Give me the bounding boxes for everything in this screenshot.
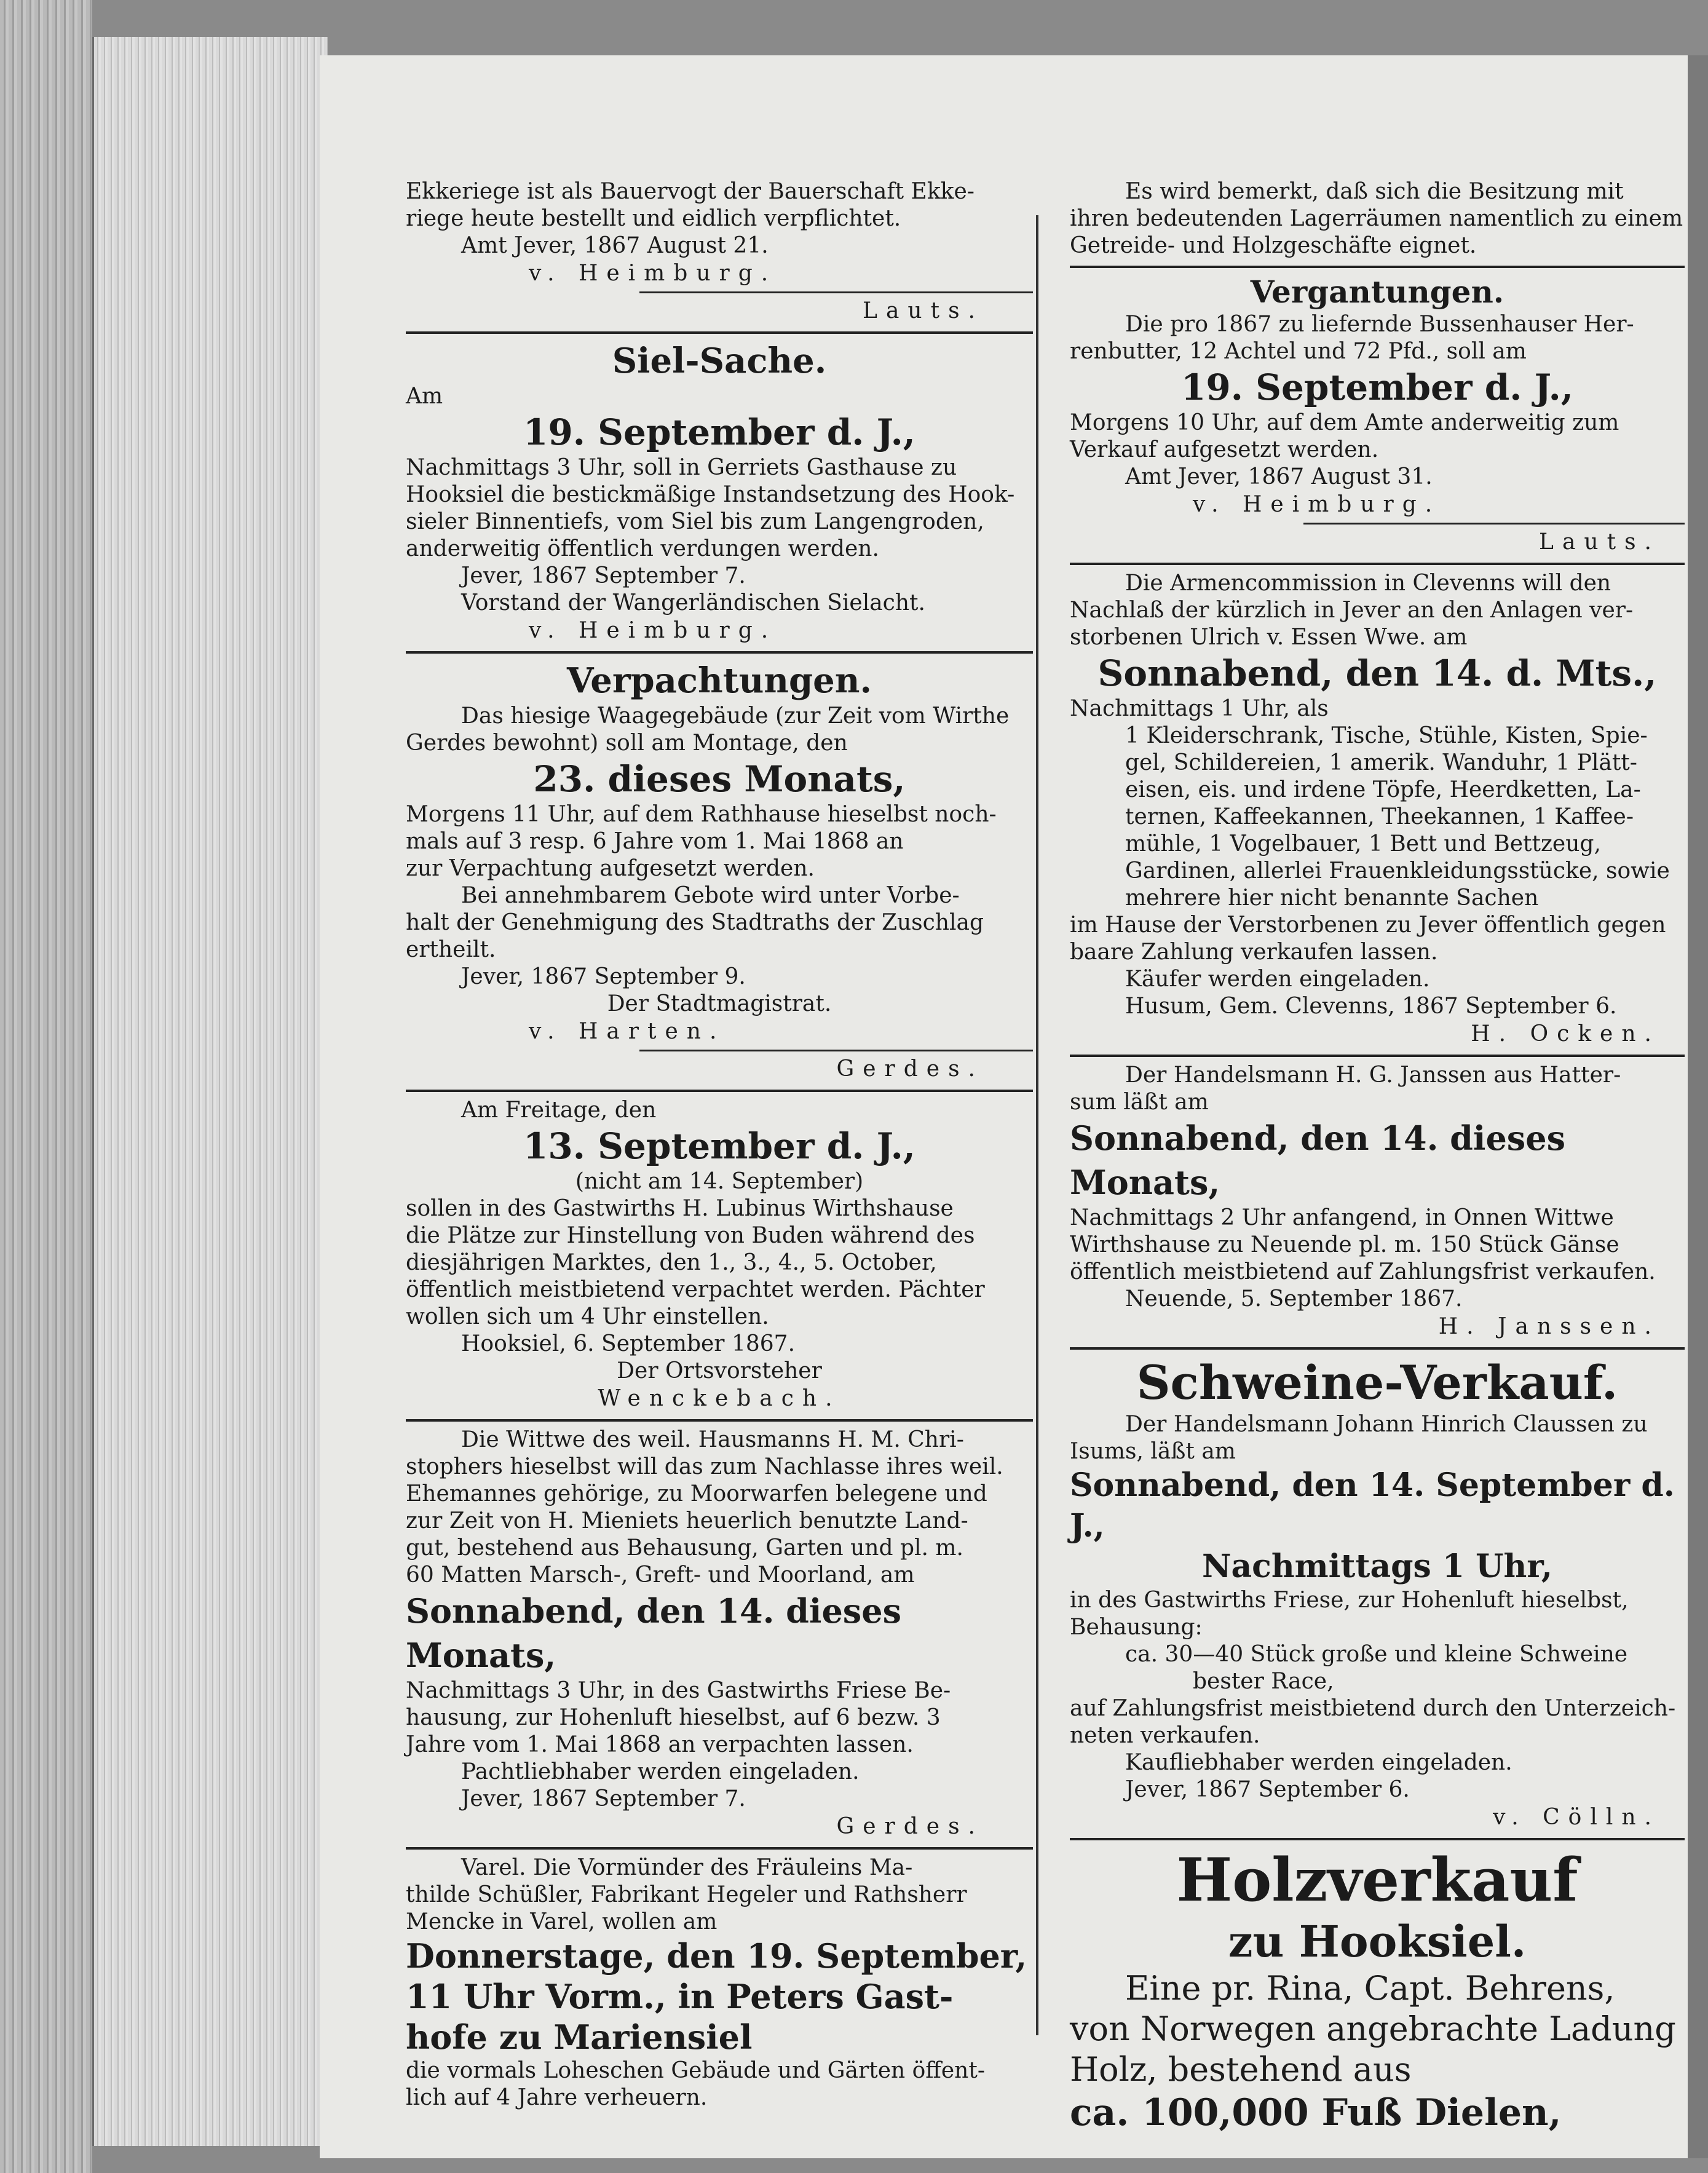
place-date: Jever, 1867 September 7. [461, 563, 746, 588]
text-line: im Hause der Verstorbenen zu Jever öffentlich gegen [1070, 912, 1666, 938]
text-line: gut, bestehend aus Behausung, Garten und pl. m. [406, 1535, 963, 1561]
text-line: diesjährigen Marktes, den 1., 3., 4., 5. October, [406, 1250, 937, 1275]
newspaper-page [320, 55, 1688, 2158]
text-line: stophers hieselbst will das zum Nachlasse ihres weil. [406, 1454, 1003, 1479]
date-heading: 13. September d. J., [523, 1125, 915, 1167]
text-line: Nachmittags 3 Uhr, in des Gastwirths Friese Be- [406, 1678, 951, 1703]
organization: Vorstand der Wangerländischen Sielacht. [461, 590, 925, 615]
place-date: Hooksiel, 6. September 1867. [461, 1331, 796, 1356]
text-line: Verkauf aufgesetzt werden. [1070, 437, 1379, 462]
text-line: Morgens 11 Uhr, auf dem Rathhause hieselbst noch- [406, 802, 997, 827]
text-line: die vormals Loheschen Gebäude und Gärten öffent- [406, 2058, 985, 2083]
section-rule [1070, 1055, 1685, 1057]
text-line: Das hiesige Waagegebäude (zur Zeit vom Wirthe [461, 703, 1010, 729]
signature: Lauts. [1539, 529, 1660, 555]
date-heading: Sonnabend, den 14. dieses Monats, [406, 1591, 901, 1675]
section-heading: Holzverkauf [1176, 1845, 1578, 1915]
date-heading: Sonnabend, den 14. September d. J., [1070, 1466, 1675, 1545]
text-line: Ehemannes gehörige, zu Moorwarfen belegene und [406, 1481, 987, 1506]
text-line: Bei annehmbarem Gebote wird unter Vorbe- [461, 883, 960, 908]
text-line: Nachmittags 3 Uhr, soll in Gerriets Gasthause zu [406, 455, 957, 480]
page-stack [92, 37, 328, 2146]
text-line: baare Zahlung verkaufen lassen. [1070, 940, 1438, 965]
text-line: halt der Genehmigung des Stadtraths der Zuschlag [406, 910, 984, 935]
date-heading: Sonnabend, den 14. d. Mts., [1097, 652, 1657, 694]
section-rule [406, 651, 1033, 654]
notice-janssen [1070, 1062, 1685, 1341]
text-line: anderweitig öffentlich verdungen werden. [406, 536, 879, 561]
text-line: Getreide- und Holzgeschäfte eignet. [1070, 233, 1477, 258]
notice-vergantungen [1070, 273, 1685, 556]
text-line: Eine pr. Rina, Capt. Behrens, [1125, 1969, 1615, 2008]
text-line: Nachmittags 2 Uhr anfangend, in Onnen Wittwe [1070, 1205, 1614, 1230]
text-line: Der Handelsmann H. G. Janssen aus Hatter- [1125, 1063, 1621, 1088]
text-line: storbenen Ulrich v. Essen Wwe. am [1070, 625, 1468, 650]
text-line: wollen sich um 4 Uhr einstellen. [406, 1304, 769, 1329]
notice-armencommission [1070, 570, 1685, 1048]
signature: H. Janssen. [1438, 1314, 1660, 1339]
text-line: mals auf 3 resp. 6 Jahre vom 1. Mai 1868 an [406, 829, 904, 854]
quantity-heading: ca. 100,000 Fuß Dielen, [1070, 2091, 1562, 2134]
invitation: Kaufliebhaber werden eingeladen. [1125, 1750, 1512, 1775]
text-line: lich auf 4 Jahre verheuern. [406, 2085, 708, 2110]
text-line: zur Verpachtung aufgesetzt werden. [406, 856, 815, 881]
signature-rule [639, 291, 1033, 293]
text-line: neten verkaufen. [1070, 1723, 1260, 1748]
text-line: Behausung: [1070, 1615, 1203, 1640]
organization: Der Ortsvorsteher [617, 1358, 822, 1383]
section-heading: Verpachtungen. [567, 660, 872, 701]
notice-bemerkt [1070, 178, 1685, 259]
text-line: Isums, läßt am [1070, 1439, 1236, 1464]
left-column [406, 178, 1033, 2112]
section-rule [406, 1847, 1033, 1850]
list-item: 1 Kleiderschrank, Tische, Stühle, Kisten, Spie- [1125, 723, 1648, 748]
signature-rule [639, 1050, 1033, 1051]
text-line: Es wird bemerkt, daß sich die Besitzung mit [1125, 179, 1624, 204]
notice-freitag [406, 1097, 1033, 1413]
text-line: 60 Matten Marsch-, Greft- und Moorland, am [406, 1562, 915, 1588]
signature: v. Heimburg. [529, 618, 777, 643]
text-line: Wirthshause zu Neuende pl. m. 150 Stück Gänse [1070, 1232, 1619, 1257]
text-line: Die Armencommission in Clevenns will den [1125, 571, 1611, 596]
section-heading: Vergantungen. [1250, 274, 1504, 310]
list-item: Gardinen, allerlei Frauenkleidungsstücke, sowie [1125, 858, 1670, 884]
text-line: in des Gastwirths Friese, zur Hohenluft hieselbst, [1070, 1588, 1629, 1613]
text-line: sieler Binnentiefs, vom Siel bis zum Langengroden, [406, 509, 984, 534]
text-line: Nachlaß der kürzlich in Jever an den Anlagen ver- [1070, 598, 1634, 623]
text-line: Ekkeriege ist als Bauervogt der Bauerschaft Ekke- [406, 179, 975, 204]
text-line: von Norwegen angebrachte Ladung [1070, 2009, 1676, 2048]
column-divider [1036, 215, 1038, 2035]
signature: v. Cölln. [1493, 1805, 1660, 1830]
book-edge [0, 0, 92, 2173]
text-line: Morgens 10 Uhr, auf dem Amte anderweitig zum [1070, 410, 1619, 435]
text-line: Die pro 1867 zu liefernde Bussenhauser Her- [1125, 312, 1634, 337]
text-line: Am [406, 384, 443, 409]
signature: Gerdes. [836, 1056, 984, 1082]
text-line: auf Zahlungsfrist meistbietend durch den Unterzeich- [1070, 1696, 1676, 1721]
section-rule [406, 331, 1033, 334]
date-heading: 19. September d. J., [1181, 366, 1573, 408]
section-rule [1070, 1838, 1685, 1840]
list-item: mühle, 1 Vogelbauer, 1 Bett und Bettzeug, [1125, 831, 1601, 857]
invitation: Pachtliebhaber werden eingeladen. [461, 1759, 860, 1784]
text-line: ertheilt. [406, 937, 496, 962]
notice-verpachtungen [406, 659, 1033, 1083]
place-date: Jever, 1867 September 7. [461, 1786, 746, 1811]
list-item: mehrere hier nicht benannte Sachen [1125, 885, 1539, 911]
text-line: Die Wittwe des weil. Hausmanns H. M. Chri- [461, 1427, 964, 1452]
place-date: Neuende, 5. September 1867. [1125, 1286, 1463, 1312]
text-line: (nicht am 14. September) [575, 1169, 864, 1194]
text-line: Holz, bestehend aus [1070, 2050, 1412, 2089]
notice-wittwe [406, 1427, 1033, 1841]
date-heading: 11 Uhr Vorm., in Peters Gast- [406, 1977, 954, 2016]
text-line: riege heute bestellt und eidlich verpflichtet. [406, 206, 901, 231]
signature: Lauts. [863, 298, 984, 323]
organization: Der Stadtmagistrat. [607, 991, 832, 1016]
text-line: Nachmittags 1 Uhr, als [1070, 696, 1329, 721]
text-line: Varel. Die Vormünder des Fräuleins Ma- [461, 1855, 913, 1880]
date-heading: Donnerstage, den 19. September, [406, 1936, 1027, 1976]
text-line: thilde Schüßler, Fabrikant Hegeler und Rathsherr [406, 1882, 967, 1907]
place-date: Jever, 1867 September 6. [1125, 1777, 1410, 1802]
date-heading: Nachmittags 1 Uhr, [1201, 1548, 1553, 1585]
notice-siel [406, 339, 1033, 645]
list-item: ternen, Kaffeekannen, Theekannen, 1 Kaffee- [1125, 804, 1634, 829]
text-line: Am Freitage, den [461, 1098, 657, 1123]
text-line: Mencke in Varel, wollen am [406, 1909, 718, 1934]
place-date: Jever, 1867 September 9. [461, 964, 746, 989]
place-date: Amt Jever, 1867 August 31. [1125, 464, 1433, 489]
section-rule [1070, 266, 1685, 268]
text-line: Hooksiel die bestickmäßige Instandsetzung des Hook- [406, 482, 1015, 507]
right-column [1070, 178, 1685, 2135]
section-rule [406, 1419, 1033, 1422]
text-line: Der Handelsmann Johann Hinrich Claussen zu [1125, 1412, 1648, 1437]
notice-schweine-verkauf [1070, 1355, 1685, 1832]
text-line: ihren bedeutenden Lagerräumen namentlich zu einem [1070, 206, 1683, 231]
list-item: gel, Schildereien, 1 amerik. Wanduhr, 1 Plätt- [1125, 750, 1637, 775]
signature: v. Harten. [529, 1019, 726, 1044]
notice-holzverkauf [1070, 1845, 1685, 2135]
section-heading: Siel-Sache. [612, 341, 827, 381]
text-line: renbutter, 12 Achtel und 72 Pfd., soll am [1070, 339, 1527, 364]
list-item: bester Race, [1193, 1669, 1334, 1694]
text-line: hausung, zur Hohenluft hieselbst, auf 6 bezw. 3 [406, 1705, 941, 1730]
section-rule [1070, 563, 1685, 565]
facing-page-edge [1688, 55, 1708, 2158]
notice-varel [406, 1854, 1033, 2112]
date-heading: 23. dieses Monats, [533, 758, 906, 800]
text-line: öffentlich meistbietend auf Zahlungsfrist verkaufen. [1070, 1259, 1656, 1284]
list-item: ca. 30—40 Stück große und kleine Schweine [1125, 1642, 1628, 1667]
signature: v. Heimburg. [529, 261, 777, 286]
date-heading: hofe zu Mariensiel [406, 2017, 753, 2057]
signature: Wenckebach. [598, 1386, 841, 1411]
text-line: Gerdes bewohnt) soll am Montage, den [406, 730, 848, 756]
text-line: sum läßt am [1070, 1090, 1209, 1115]
signature: H. Ocken. [1471, 1021, 1660, 1047]
section-rule [406, 1090, 1033, 1092]
section-rule [1070, 1347, 1685, 1350]
section-subheading: zu Hooksiel. [1228, 1916, 1527, 1967]
notice-ekkeriege [406, 178, 1033, 325]
place-date: Amt Jever, 1867 August 21. [461, 233, 769, 258]
date-heading: 19. September d. J., [523, 411, 915, 453]
text-line: die Plätze zur Hinstellung von Buden während des [406, 1223, 975, 1248]
section-heading: Schweine-Verkauf. [1136, 1355, 1618, 1410]
signature: v. Heimburg. [1193, 492, 1441, 517]
text-line: öffentlich meistbietend verpachtet werden. Pächter [406, 1277, 985, 1302]
place-date: Husum, Gem. Clevenns, 1867 September 6. [1125, 994, 1617, 1019]
list-item: eisen, eis. und irdene Töpfe, Heerdketten, La- [1125, 777, 1641, 802]
date-heading: Sonnabend, den 14. dieses Monats, [1070, 1118, 1565, 1202]
text-line: zur Zeit von H. Mieniets heuerlich benutzte Land- [406, 1508, 968, 1534]
signature-rule [1303, 523, 1685, 524]
invitation: Käufer werden eingeladen. [1125, 967, 1430, 992]
signature: Gerdes. [836, 1814, 984, 1839]
text-line: Jahre vom 1. Mai 1868 an verpachten lassen. [406, 1732, 914, 1757]
text-line: sollen in des Gastwirths H. Lubinus Wirthshause [406, 1196, 954, 1221]
